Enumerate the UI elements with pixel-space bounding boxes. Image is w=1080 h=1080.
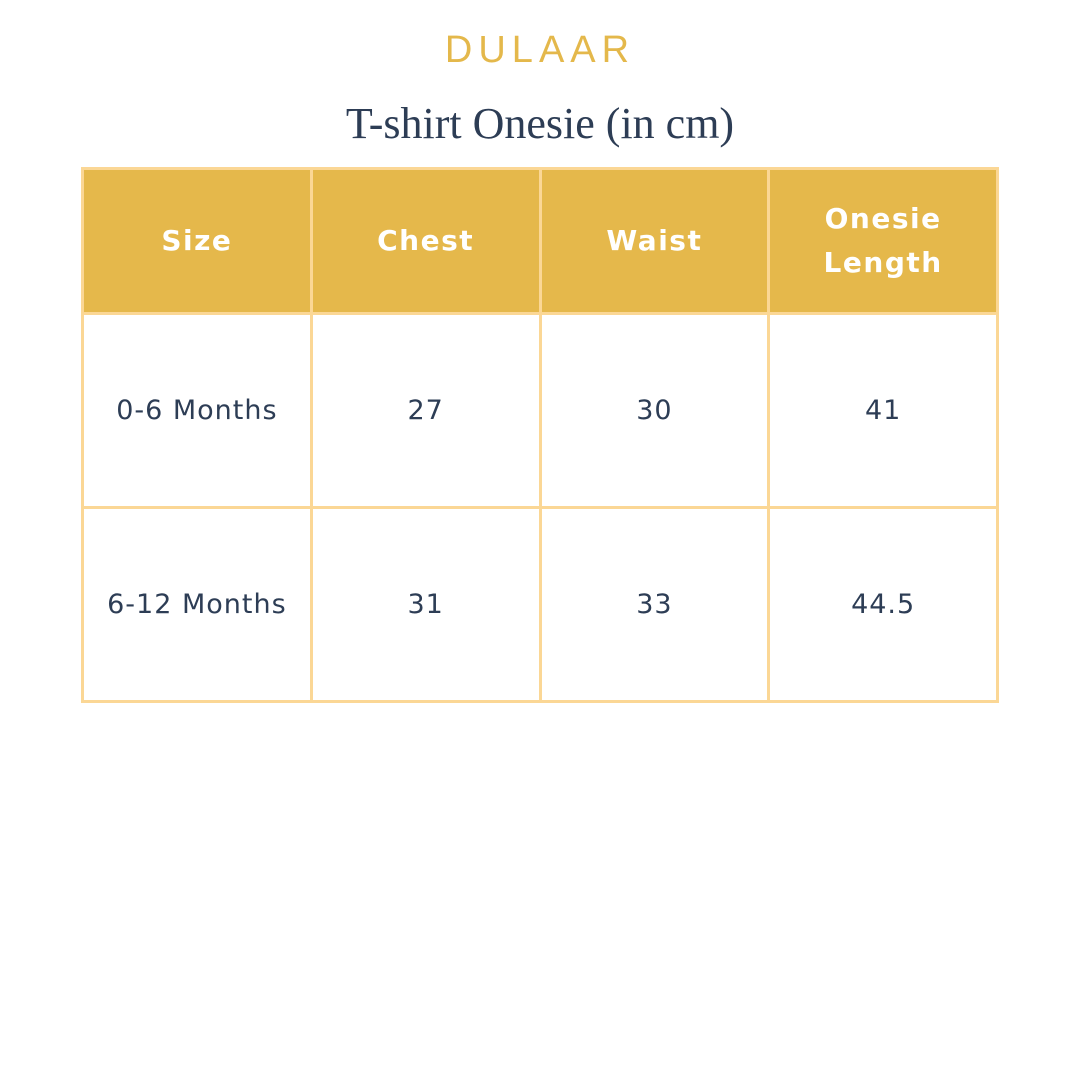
brand-logo-text: DULAAR bbox=[444, 29, 636, 71]
table-header-row bbox=[83, 169, 998, 314]
cell-chest: 31 bbox=[311, 508, 540, 702]
cell-onesie-length: 44.5 bbox=[769, 508, 998, 702]
cell-size: 6-12 Months bbox=[83, 508, 312, 702]
table-header bbox=[83, 169, 998, 314]
table-row bbox=[83, 314, 998, 508]
cell-onesie-length: 41 bbox=[769, 314, 998, 508]
cell-waist: 30 bbox=[540, 314, 769, 508]
cell-size: 0-6 Months bbox=[83, 314, 312, 508]
header-waist-label: Waist bbox=[606, 224, 703, 257]
header-size-label: Size bbox=[161, 224, 233, 257]
header-chest-label: Chest bbox=[377, 224, 475, 257]
header-onesie-length-label: Onesie Length bbox=[823, 202, 943, 279]
header-onesie-length bbox=[769, 169, 998, 314]
table-row bbox=[83, 508, 998, 702]
table-body bbox=[83, 314, 998, 702]
size-chart-table bbox=[81, 167, 999, 703]
page-title: T-shirt Onesie (in cm) bbox=[345, 99, 735, 148]
header-waist bbox=[540, 169, 769, 314]
cell-chest: 27 bbox=[311, 314, 540, 508]
header-chest bbox=[311, 169, 540, 314]
cell-waist: 33 bbox=[540, 508, 769, 702]
header-size bbox=[83, 169, 312, 314]
